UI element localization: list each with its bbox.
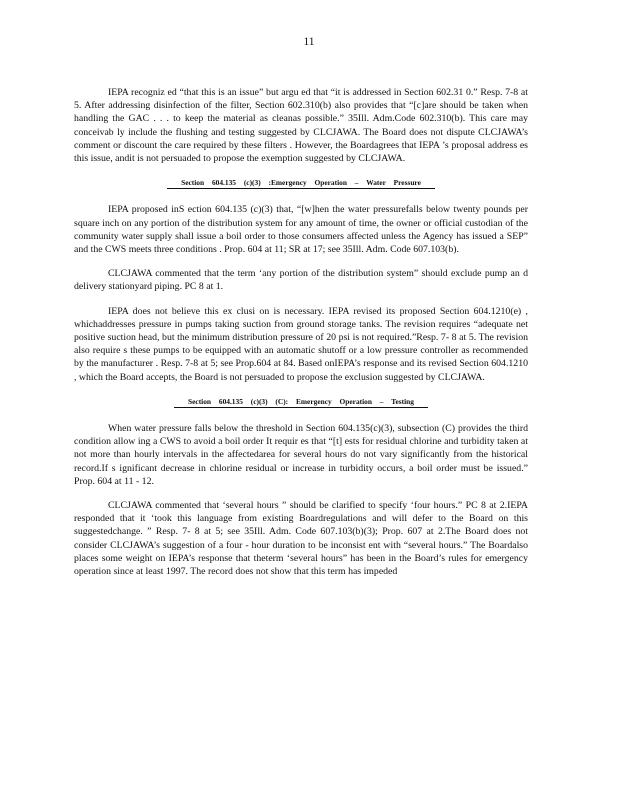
section-heading xyxy=(74,176,528,189)
paragraph: When water pressure falls below the threshold in Section 604.135(c)(3), subsection (C) provides the third condition allow ing a CWS to avoid a boil order It requir es that “[t] ests for residual chlorine and turbidity taken at not more than hourly intervals in the affectedarea for several hours do not vary significantly from the historical record.If s ignificant decrease in chlorine residual or increase in turbidity occurs, a boil order must be issued.” Prop. 604 at 11 - 12. xyxy=(74,423,528,487)
paragraph: IEPA proposed inS ection 604.135 (c)(3) that, “[w]hen the water pressurefalls below twenty pounds per square inch on any portion of the distribution system for any amount of time, the owner or official custodian of the community water supply shall issue a boil order to those consumers affected unless the Agency has issued a SEP” and the CWS meets three conditions . Prop. 604 at 11; SR at 17; see 35Ill. Adm. Code 607.103(b). xyxy=(74,204,528,256)
paragraph: CLCJAWA commented that ‘several hours ” should be clarified to specify ‘four hours.” PC 8 at 2.IEPA responded that it ‘took this language from existing Boardregulations and will defer to the Board on this suggestedchange. ” Resp. 7- 8 at 5; see 35Ill. Adm. Code 607.103(b)(3); Prop. 607 at 2.The Board does not consider CLCJAWA’s suggestion of a four - hour duration to be inconsist ent with “several hours.” The Boardalso places some weight on IEPA’s response that theterm ‘several hours” has been in the Board’s rules for emergency operation since at least 1997. The record does not show that this term has impeded xyxy=(74,500,528,578)
document-body xyxy=(74,86,528,589)
page-number: 11 xyxy=(303,36,315,48)
paragraph: IEPA does not believe this ex clusi on is necessary. IEPA revised its proposed Section 604.1210(e) , whichaddresses pressure in pumps taking suction from ground storage tanks. The revision requires “adequate net positive suction head, but the minimum distribution pressure of 20 psi is not required.”Resp. 7- 8 at 5. The revision also require s these pumps to be equipped with an automatic shutoff or a low pressure controller as recommended by the manufacturer . Resp. 7-8 at 5; see Prop.604 at 84. Based onIEPA’s response and its revised Section 604.1210 , which the Board accepts, the Board is not persuaded to propose the exclusion suggested by CLCJAWA. xyxy=(74,305,528,383)
section-heading-text: Section 604.135 (c)(3) :Emergency Operation – Water Pressure xyxy=(167,178,435,189)
paragraph: IEPA recogniz ed “that this is an issue” but argu ed that “it is addressed in Section 602.31 0.” Resp. 7-8 at 5. After addressing disinfection of the filter, Section 602.310(b) also provides that “[c]are should be taken when handling the GAC . . . to keep the material as cleanas possible.” 35Ill. Adm.Code 602.310(b). This care may conceivab ly include the flushing and testing suggested by CLCJAWA. The Board does not dispute CLCJAWA’s comment or discount the care required by these filters . However, the Boardagrees that IEPA ’s proposal address es this issue, andit is not persuaded to propose the exemption suggested by CLCJAWA. xyxy=(74,87,528,165)
section-heading xyxy=(74,395,528,408)
section-heading-text: Section 604.135 (c)(3) (C): Emergency Operation – Testing xyxy=(174,397,428,408)
paragraph: CLCJAWA commented that the term ‘any portion of the distribution system” should exclude pump an d delivery stationyard piping. PC 8 at 1. xyxy=(74,268,528,293)
